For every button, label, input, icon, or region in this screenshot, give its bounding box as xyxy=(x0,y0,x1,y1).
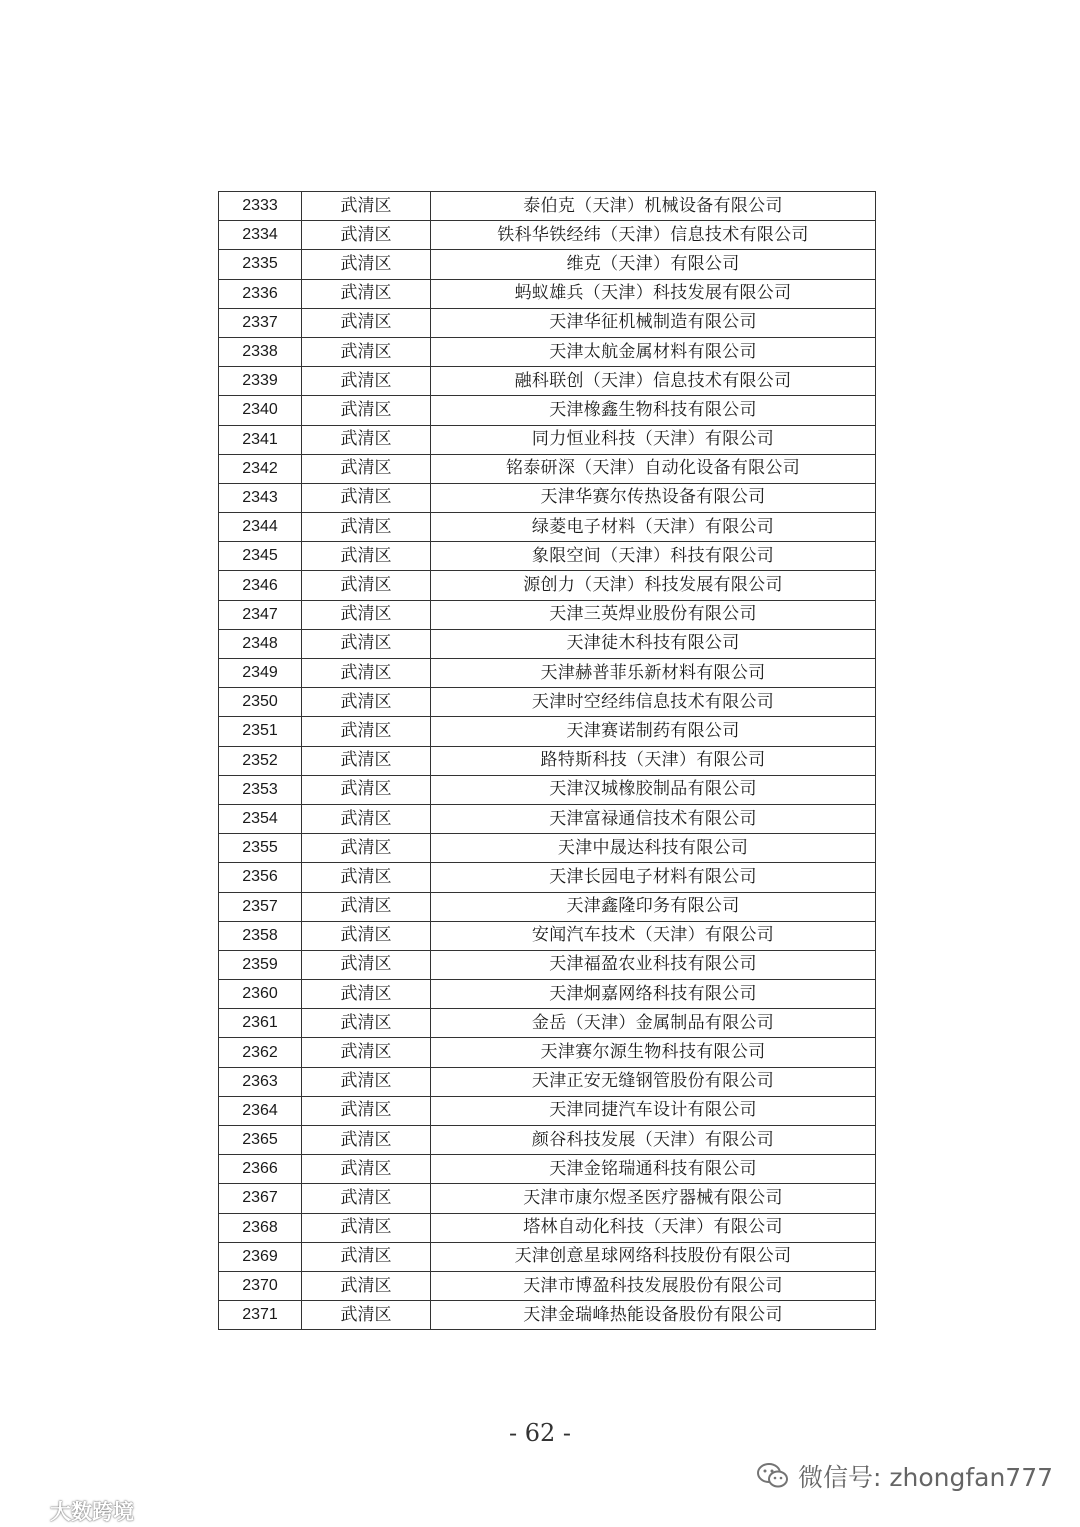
row-number-cell: 2359 xyxy=(219,950,302,979)
row-number-cell: 2353 xyxy=(219,775,302,804)
district-cell: 武清区 xyxy=(302,1067,431,1096)
table-row xyxy=(219,950,876,979)
district-cell: 武清区 xyxy=(302,513,431,542)
company-name-cell: 天津赛诺制药有限公司 xyxy=(431,717,876,746)
district-cell: 武清区 xyxy=(302,1242,431,1271)
company-name-cell: 天津同捷汽车设计有限公司 xyxy=(431,1096,876,1125)
district-cell: 武清区 xyxy=(302,746,431,775)
table-row xyxy=(219,1155,876,1184)
district-cell: 武清区 xyxy=(302,337,431,366)
row-number-cell: 2350 xyxy=(219,688,302,717)
row-number-cell: 2348 xyxy=(219,629,302,658)
company-name-cell: 天津炯嘉网络科技有限公司 xyxy=(431,980,876,1009)
table-row xyxy=(219,1242,876,1271)
company-name-cell: 天津金瑞峰热能设备股份有限公司 xyxy=(431,1301,876,1330)
company-name-cell: 象限空间（天津）科技有限公司 xyxy=(431,542,876,571)
district-cell: 武清区 xyxy=(302,804,431,833)
company-name-cell: 泰伯克（天津）机械设备有限公司 xyxy=(431,192,876,221)
row-number-cell: 2351 xyxy=(219,717,302,746)
company-list-table xyxy=(218,191,876,1330)
company-name-cell: 天津市康尔煜圣医疗器械有限公司 xyxy=(431,1184,876,1213)
company-name-cell: 融科联创（天津）信息技术有限公司 xyxy=(431,367,876,396)
company-name-cell: 天津福盈农业科技有限公司 xyxy=(431,950,876,979)
district-cell: 武清区 xyxy=(302,1301,431,1330)
district-cell: 武清区 xyxy=(302,542,431,571)
table-row xyxy=(219,308,876,337)
district-cell: 武清区 xyxy=(302,629,431,658)
district-cell: 武清区 xyxy=(302,921,431,950)
district-cell: 武清区 xyxy=(302,1213,431,1242)
company-name-cell: 铭泰研深（天津）自动化设备有限公司 xyxy=(431,454,876,483)
district-cell: 武清区 xyxy=(302,1155,431,1184)
row-number-cell: 2366 xyxy=(219,1155,302,1184)
company-name-cell: 塔林自动化科技（天津）有限公司 xyxy=(431,1213,876,1242)
row-number-cell: 2335 xyxy=(219,250,302,279)
table-row xyxy=(219,513,876,542)
table-row xyxy=(219,804,876,833)
district-cell: 武清区 xyxy=(302,308,431,337)
district-cell: 武清区 xyxy=(302,892,431,921)
row-number-cell: 2358 xyxy=(219,921,302,950)
company-name-cell: 同力恒业科技（天津）有限公司 xyxy=(431,425,876,454)
district-cell: 武清区 xyxy=(302,279,431,308)
wechat-watermark xyxy=(756,1456,1053,1496)
company-name-cell: 铁科华铁经纬（天津）信息技术有限公司 xyxy=(431,221,876,250)
district-cell: 武清区 xyxy=(302,1038,431,1067)
table-row xyxy=(219,1271,876,1300)
company-name-cell: 天津徒木科技有限公司 xyxy=(431,629,876,658)
page-number: - 62 - xyxy=(508,1419,571,1447)
row-number-cell: 2369 xyxy=(219,1242,302,1271)
brand-logo-icon xyxy=(6,1500,46,1522)
table-row xyxy=(219,1213,876,1242)
row-number-cell: 2349 xyxy=(219,659,302,688)
row-number-cell: 2333 xyxy=(219,192,302,221)
table-row xyxy=(219,542,876,571)
district-cell: 武清区 xyxy=(302,571,431,600)
row-number-cell: 2361 xyxy=(219,1009,302,1038)
table-row xyxy=(219,688,876,717)
company-name-cell: 绿菱电子材料（天津）有限公司 xyxy=(431,513,876,542)
row-number-cell: 2336 xyxy=(219,279,302,308)
row-number-cell: 2365 xyxy=(219,1126,302,1155)
row-number-cell: 2368 xyxy=(219,1213,302,1242)
table-row xyxy=(219,367,876,396)
company-name-cell: 天津创意星球网络科技股份有限公司 xyxy=(431,1242,876,1271)
table-row xyxy=(219,1038,876,1067)
table-row xyxy=(219,279,876,308)
company-name-cell: 蚂蚁雄兵（天津）科技发展有限公司 xyxy=(431,279,876,308)
district-cell: 武清区 xyxy=(302,717,431,746)
company-name-cell: 天津市博盈科技发展股份有限公司 xyxy=(431,1271,876,1300)
row-number-cell: 2364 xyxy=(219,1096,302,1125)
company-name-cell: 天津正安无缝钢管股份有限公司 xyxy=(431,1067,876,1096)
row-number-cell: 2355 xyxy=(219,834,302,863)
company-name-cell: 天津时空经纬信息技术有限公司 xyxy=(431,688,876,717)
district-cell: 武清区 xyxy=(302,775,431,804)
table-row xyxy=(219,571,876,600)
table-row xyxy=(219,221,876,250)
row-number-cell: 2342 xyxy=(219,454,302,483)
district-cell: 武清区 xyxy=(302,600,431,629)
district-cell: 武清区 xyxy=(302,688,431,717)
company-name-cell: 路特斯科技（天津）有限公司 xyxy=(431,746,876,775)
table-row xyxy=(219,600,876,629)
table-row xyxy=(219,980,876,1009)
table-row xyxy=(219,892,876,921)
district-cell: 武清区 xyxy=(302,483,431,512)
company-name-cell: 天津华赛尔传热设备有限公司 xyxy=(431,483,876,512)
district-cell: 武清区 xyxy=(302,1184,431,1213)
table-row xyxy=(219,1184,876,1213)
district-cell: 武清区 xyxy=(302,367,431,396)
district-cell: 武清区 xyxy=(302,221,431,250)
district-cell: 武清区 xyxy=(302,250,431,279)
row-number-cell: 2363 xyxy=(219,1067,302,1096)
corner-watermark xyxy=(6,1496,134,1526)
district-cell: 武清区 xyxy=(302,425,431,454)
row-number-cell: 2362 xyxy=(219,1038,302,1067)
district-cell: 武清区 xyxy=(302,454,431,483)
district-cell: 武清区 xyxy=(302,863,431,892)
row-number-cell: 2367 xyxy=(219,1184,302,1213)
brand-text: 大数跨境 xyxy=(50,1500,134,1524)
company-name-cell: 天津赫普菲乐新材料有限公司 xyxy=(431,659,876,688)
company-name-cell: 天津富禄通信技术有限公司 xyxy=(431,804,876,833)
row-number-cell: 2357 xyxy=(219,892,302,921)
row-number-cell: 2343 xyxy=(219,483,302,512)
district-cell: 武清区 xyxy=(302,1009,431,1038)
district-cell: 武清区 xyxy=(302,1271,431,1300)
table-row xyxy=(219,746,876,775)
table-row xyxy=(219,483,876,512)
company-name-cell: 天津橡鑫生物科技有限公司 xyxy=(431,396,876,425)
row-number-cell: 2347 xyxy=(219,600,302,629)
table-row xyxy=(219,1301,876,1330)
company-name-cell: 金岳（天津）金属制品有限公司 xyxy=(431,1009,876,1038)
company-name-cell: 天津赛尔源生物科技有限公司 xyxy=(431,1038,876,1067)
row-number-cell: 2356 xyxy=(219,863,302,892)
company-name-cell: 天津中晟达科技有限公司 xyxy=(431,834,876,863)
table-row xyxy=(219,396,876,425)
row-number-cell: 2339 xyxy=(219,367,302,396)
company-name-cell: 颜谷科技发展（天津）有限公司 xyxy=(431,1126,876,1155)
table-row xyxy=(219,717,876,746)
company-list-body xyxy=(219,192,876,1330)
company-name-cell: 天津金铭瑞通科技有限公司 xyxy=(431,1155,876,1184)
table-row xyxy=(219,337,876,366)
district-cell: 武清区 xyxy=(302,834,431,863)
company-name-cell: 安闻汽车技术（天津）有限公司 xyxy=(431,921,876,950)
row-number-cell: 2345 xyxy=(219,542,302,571)
table-row xyxy=(219,454,876,483)
wechat-id-text: 微信号: zhongfan777 xyxy=(798,1463,1054,1492)
company-name-cell: 天津长园电子材料有限公司 xyxy=(431,863,876,892)
table-row xyxy=(219,921,876,950)
table-row xyxy=(219,192,876,221)
wechat-icon xyxy=(756,1461,790,1491)
row-number-cell: 2334 xyxy=(219,221,302,250)
table-row xyxy=(219,1096,876,1125)
table-row xyxy=(219,250,876,279)
district-cell: 武清区 xyxy=(302,659,431,688)
row-number-cell: 2337 xyxy=(219,308,302,337)
company-name-cell: 源创力（天津）科技发展有限公司 xyxy=(431,571,876,600)
district-cell: 武清区 xyxy=(302,1126,431,1155)
row-number-cell: 2346 xyxy=(219,571,302,600)
company-name-cell: 天津华征机械制造有限公司 xyxy=(431,308,876,337)
company-name-cell: 天津太航金属材料有限公司 xyxy=(431,337,876,366)
table-row xyxy=(219,863,876,892)
table-row xyxy=(219,1126,876,1155)
row-number-cell: 2340 xyxy=(219,396,302,425)
table-row xyxy=(219,1067,876,1096)
district-cell: 武清区 xyxy=(302,950,431,979)
table-row xyxy=(219,834,876,863)
row-number-cell: 2341 xyxy=(219,425,302,454)
row-number-cell: 2371 xyxy=(219,1301,302,1330)
row-number-cell: 2360 xyxy=(219,980,302,1009)
row-number-cell: 2352 xyxy=(219,746,302,775)
table-row xyxy=(219,1009,876,1038)
district-cell: 武清区 xyxy=(302,980,431,1009)
row-number-cell: 2344 xyxy=(219,513,302,542)
district-cell: 武清区 xyxy=(302,396,431,425)
row-number-cell: 2370 xyxy=(219,1271,302,1300)
row-number-cell: 2354 xyxy=(219,804,302,833)
row-number-cell: 2338 xyxy=(219,337,302,366)
district-cell: 武清区 xyxy=(302,1096,431,1125)
table-row xyxy=(219,629,876,658)
company-name-cell: 天津汉城橡胶制品有限公司 xyxy=(431,775,876,804)
district-cell: 武清区 xyxy=(302,192,431,221)
table-row xyxy=(219,425,876,454)
table-row xyxy=(219,659,876,688)
company-name-cell: 维克（天津）有限公司 xyxy=(431,250,876,279)
company-name-cell: 天津鑫隆印务有限公司 xyxy=(431,892,876,921)
company-name-cell: 天津三英焊业股份有限公司 xyxy=(431,600,876,629)
table-row xyxy=(219,775,876,804)
